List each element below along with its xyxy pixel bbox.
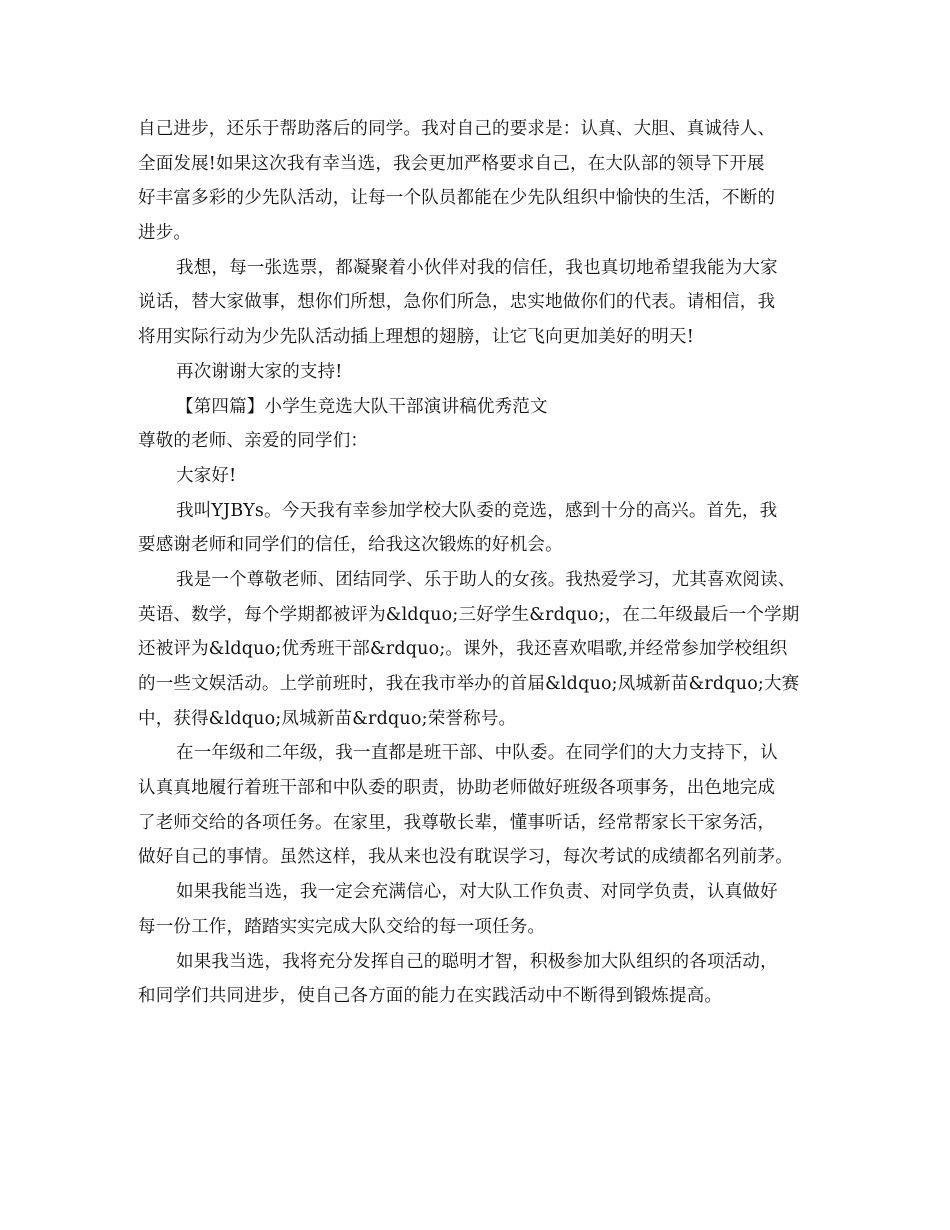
text-line: 好丰富多彩的少先队活动，让每一个队员都能在少先队组织中愉快的生活，不断的 — [138, 188, 776, 209]
text-line: 我叫YJBYs。今天我有幸参加学校大队委的竞选，感到十分的高兴。首先，我 — [176, 500, 778, 521]
text-line: 将用实际行动为少先队活动插上理想的翅膀，让它飞向更加美好的明天! — [138, 327, 694, 348]
section-heading: 【第四篇】小学生竞选大队干部演讲稿优秀范文 — [176, 396, 548, 417]
document-body — [138, 112, 818, 1014]
text-line: 的一些文娱活动。上学前班时，我在我市举办的首届&ldquo;凤城新苗&rdquo;大赛 — [138, 674, 800, 694]
text-line: 如果我能当选，我一定会充满信心，对大队工作负责、对同学负责，认真做好 — [176, 882, 778, 903]
text-line: 要感谢老师和同学们的信任，给我这次锻炼的好机会。 — [138, 535, 563, 556]
salutation: 尊敬的老师、亲爱的同学们： — [138, 431, 369, 452]
text-line: 自己进步，还乐于帮助落后的同学。我对自己的要求是：认真、大胆、真诚待人、 — [138, 119, 776, 139]
text-line: 每一份工作，踏踏实实完成大队交给的每一项任务。 — [138, 916, 546, 937]
text-line: 如果我当选，我将充分发挥自己的聪明才智，积极参加大队组织的各项活动， — [176, 951, 778, 972]
text-line: 英语、数学，每个学期都被评为&ldquo;三好学生&rdquo;，在二年级最后一个学期 — [138, 604, 800, 625]
text-line: 全面发展!如果这次我有幸当选，我会更加严格要求自己，在大队部的领导下开展 — [138, 153, 765, 174]
greeting: 大家好! — [176, 465, 237, 486]
text-line: 认真真地履行着班干部和中队委的职责，协助老师做好班级各项事务，出色地完成 — [138, 778, 776, 799]
text-line: 说话，替大家做事，想你们所想，急你们所急，忠实地做你们的代表。请相信，我 — [138, 292, 776, 313]
text-line: 在一年级和二年级，我一直都是班干部、中队委。在同学们的大力支持下，认 — [176, 743, 778, 764]
text-line: 中，获得&ldquo;凤城新苗&rdquo;荣誉称号。 — [138, 708, 517, 729]
text-line: 进步。 — [138, 223, 192, 244]
text-line: 再次谢谢大家的支持! — [176, 361, 343, 382]
text-line: 我想，每一张选票，都凝聚着小伙伴对我的信任，我也真切地希望我能为大家 — [176, 257, 778, 278]
text-line: 我是一个尊敬老师、团结同学、乐于助人的女孩。我热爱学习，尤其喜欢阅读、 — [176, 569, 796, 590]
text-line: 做好自己的事情。虽然这样，我从来也没有耽误学习，每次考试的成绩都名列前茅。 — [138, 847, 793, 868]
text-line: 和同学们共同进步，使自己各方面的能力在实践活动中不断得到锻炼提高。 — [138, 986, 723, 1007]
text-line: 还被评为&ldquo;优秀班干部&rdquo;。课外，我还喜欢唱歌,并经常参加学校组织 — [138, 639, 788, 660]
text-line: 了老师交给的各项任务。在家里，我尊敬长辈，懂事听话，经常帮家长干家务活， — [138, 812, 776, 833]
